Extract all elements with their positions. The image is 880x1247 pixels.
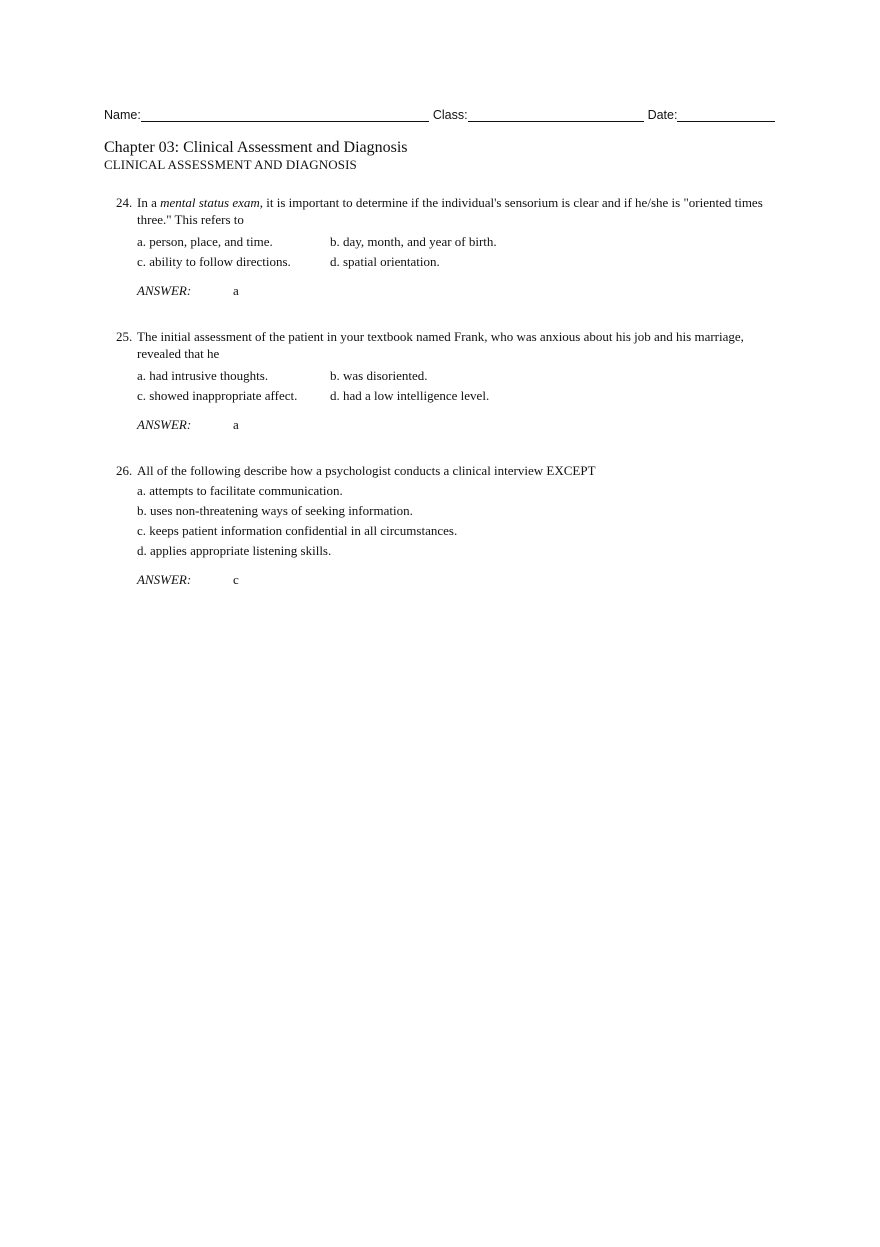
option-d: d. applies appropriate listening skills. xyxy=(137,542,332,558)
answer-label: ANSWER: xyxy=(137,417,192,432)
answer-value: c xyxy=(233,572,239,587)
option-c: c. showed inappropriate affect. xyxy=(137,387,298,403)
question-number: 25. xyxy=(116,329,133,344)
question-stem xyxy=(116,194,776,228)
answer-label: ANSWER: xyxy=(137,283,192,298)
question-stem xyxy=(116,328,776,362)
date-field-line xyxy=(677,107,775,122)
section-title: CLINICAL ASSESSMENT AND DIAGNOSIS xyxy=(104,157,357,172)
chapter-title: Chapter 03: Clinical Assessment and Diagnosis xyxy=(104,139,408,156)
option-a: a. attempts to facilitate communication. xyxy=(137,482,343,498)
option-d: d. spatial orientation. xyxy=(330,253,440,269)
option-b: b. uses non-threatening ways of seeking information. xyxy=(137,502,413,518)
option-b: b. day, month, and year of birth. xyxy=(330,233,497,249)
question-number: 24. xyxy=(116,195,133,210)
option-a: a. had intrusive thoughts. xyxy=(137,367,269,383)
question-25 xyxy=(116,328,776,433)
question-text-start: In a xyxy=(137,195,161,210)
date-label: Date: xyxy=(647,108,678,122)
question-text-end: , it is important to determine if the individual's sensorium is clear and if he/she is "oriented times three." This refers to xyxy=(137,195,763,227)
question-number: 26. xyxy=(116,463,133,478)
answer-line xyxy=(137,282,776,299)
question-stem xyxy=(116,462,776,479)
answer-line xyxy=(137,416,776,433)
answer-line xyxy=(137,571,776,588)
option-c: c. keeps patient information confidential in all circumstances. xyxy=(137,522,458,538)
answer-options xyxy=(137,231,776,271)
option-a: a. person, place, and time. xyxy=(137,233,273,249)
title-block xyxy=(104,138,408,173)
question-text xyxy=(137,194,776,228)
class-field-line xyxy=(468,107,644,122)
question-text: The initial assessment of the patient in your textbook named Frank, who was anxious about his job and his marriage, revealed that he xyxy=(137,329,744,361)
question-24 xyxy=(116,194,776,299)
student-info-header xyxy=(104,104,776,122)
option-d: d. had a low intelligence level. xyxy=(330,387,490,403)
question-text-italic: mental status exam xyxy=(160,195,260,210)
question-text: All of the following describe how a psychologist conducts a clinical interview EXCEPT xyxy=(137,463,596,478)
option-b: b. was disoriented. xyxy=(330,367,428,383)
answer-options xyxy=(137,480,776,560)
option-c: c. ability to follow directions. xyxy=(137,253,291,269)
question-26 xyxy=(116,462,776,588)
answer-value: a xyxy=(233,283,239,298)
answer-options xyxy=(137,365,776,405)
answer-value: a xyxy=(233,417,239,432)
class-label: Class: xyxy=(432,108,468,122)
name-field-line xyxy=(141,107,429,122)
name-label: Name: xyxy=(104,108,141,122)
answer-label: ANSWER: xyxy=(137,572,192,587)
